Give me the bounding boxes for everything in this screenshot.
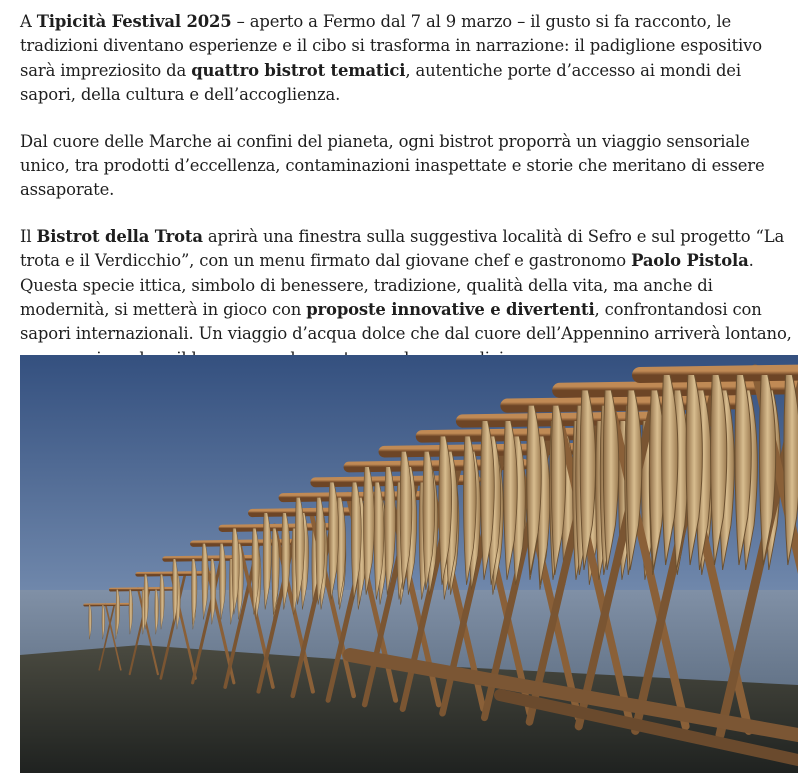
paragraph-marche [20, 130, 800, 203]
bold-text: Tipicità Festival 2025 [36, 12, 232, 31]
text-run: – aperto a Fermo dal 7 al 9 marzo – il gusto si fa racconto, le tradizioni diventano esperienze e il cibo si trasforma in narrazione: il padiglione espositivo sarà impreziosito da [20, 12, 762, 80]
paragraph-bistrot-trota [20, 225, 800, 371]
text-run: , autentiche porte d’accesso ai mondi dei sapori, della cultura e dell’accoglienza. [20, 60, 741, 105]
text-run: aprirà una finestra sulla suggestiva località di Sefro e sul progetto “La trota e il Verdicchio”, con un menu firmato dal giovane chef e gastronomo [20, 226, 785, 271]
text-run: , confrontandosi con sapori internazionali. Un viaggio d’acqua dolce che dal cuore dell’Appennino arriverà lontano, [20, 300, 792, 344]
text-run: A [20, 12, 37, 31]
rack-beam [85, 604, 132, 605]
paragraph-intro [20, 10, 800, 108]
article-photo [20, 355, 798, 773]
article-body [20, 10, 800, 393]
rack-beam [193, 542, 297, 544]
text-run: Il [20, 226, 37, 246]
bold-text: Bistrot della Trota [36, 226, 203, 246]
stockfish-racks-illustration [20, 355, 798, 773]
text-run: . Questa specie ittica, simbolo di benessere, tradizione, qualità della vita, ma anche di modernità, si metterà in gioco con [20, 251, 754, 320]
bold-text: Paolo Pistola [631, 251, 749, 271]
text-run: Dal cuore delle Marche ai confini del pianeta, ogni bistrot proporrà un viaggio sensoriale unico, tra prodotti d’eccellenza, contaminazioni inaspettate e storie che meritano di essere assaporate. [20, 131, 765, 200]
bold-text: quattro bistrot tematici [191, 60, 406, 80]
bold-text: proposte innovative e divertenti [306, 300, 595, 320]
rack-beam [640, 371, 798, 375]
